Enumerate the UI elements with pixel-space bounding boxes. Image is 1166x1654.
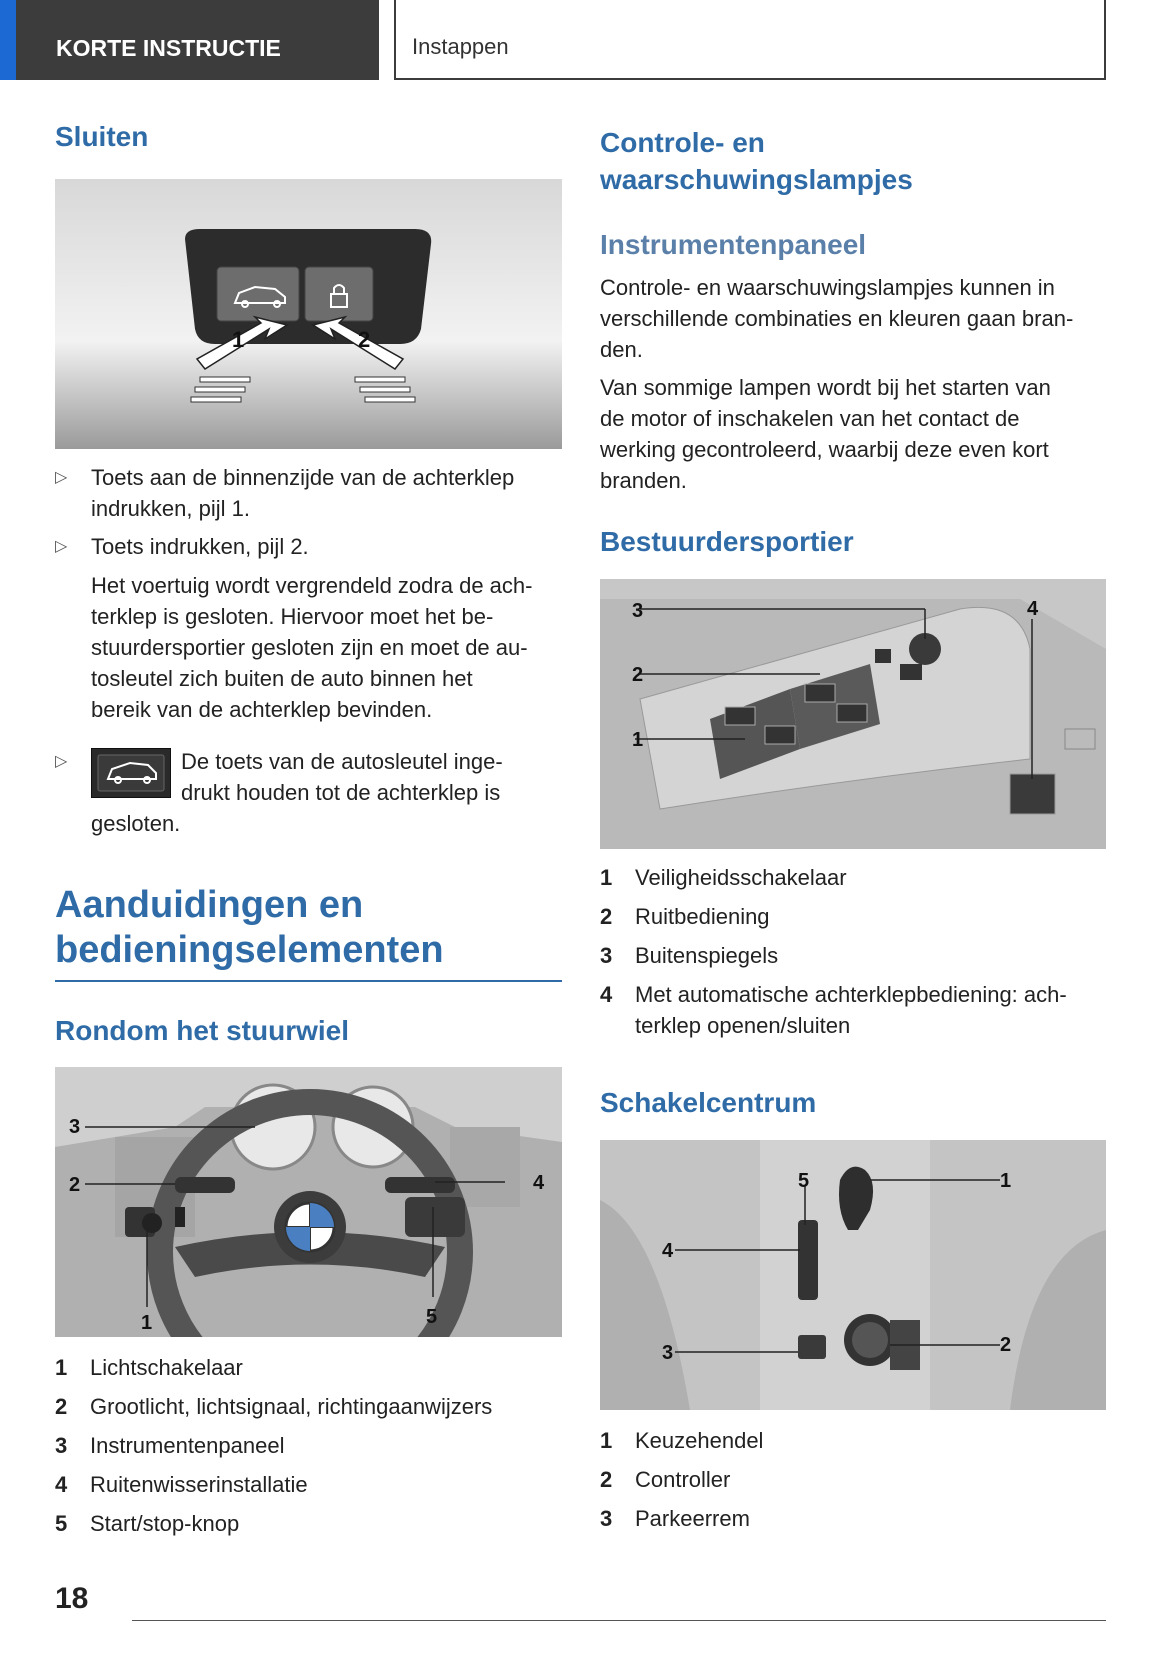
list-item: 1 Lichtschakelaar <box>55 1355 243 1380</box>
sluiten-explanation: Het voertuig wordt vergrendeld zodra de ach- terklep is gesloten. Hiervoor moet het be- stuurdersportier gesloten zijn en moet de au- tosleutel zich buiten de auto binnen het bereik van de achterklep bevinden. <box>91 573 533 722</box>
header-accent-bar <box>0 0 16 80</box>
list-item: 3 Instrumentenpaneel <box>55 1433 285 1458</box>
footer-rule <box>132 1620 1106 1621</box>
steering-wheel-figure <box>55 1067 562 1337</box>
centre-console-heading: Schakelcentrum <box>600 1087 817 1118</box>
wheel-callout-3: 3 <box>69 1116 81 1138</box>
warning-lights-text-1: Controle- en waarschuwingslampjes kunnen in verschillende combinaties en kleuren gaan bran- den. <box>600 275 1074 362</box>
list-item: 4 Met automatische achterklepbediening: ach- terklep openen/sluiten <box>600 982 1067 1038</box>
bullet-triangle-icon: ▷ <box>55 753 68 770</box>
console-callout-3: 3 <box>662 1342 674 1364</box>
door-callout-1: 1 <box>632 729 644 751</box>
list-item: 2 Controller <box>600 1467 731 1492</box>
bullet-triangle-icon: ▷ <box>55 538 68 555</box>
list-item: 1 Veiligheidsschakelaar <box>600 865 847 890</box>
bullet-triangle-icon: ▷ <box>55 469 68 486</box>
list-item: 2 Grootlicht, lichtsignaal, richtingaanwijzers <box>55 1394 493 1419</box>
list-item: 3 Buitenspiegels <box>600 943 779 968</box>
header-section-label: KORTE INSTRUCTIE <box>16 0 379 80</box>
header-chapter-label: Instappen <box>394 0 1106 80</box>
sluiten-heading: Sluiten <box>55 121 149 152</box>
door-callout-2: 2 <box>632 664 644 686</box>
steering-wheel-heading: Rondom het stuurwiel <box>55 1015 349 1046</box>
list-item: 5 Start/stop-knop <box>55 1511 240 1536</box>
door-callout-3: 3 <box>632 600 644 622</box>
page-number: 18 <box>55 1582 89 1615</box>
sluiten-step-3: ▷ De toets van de autosleutel inge- drukt houden tot de achterklep is gesloten. <box>55 746 562 839</box>
list-item: 1 Keuzehendel <box>600 1428 764 1453</box>
sluiten-arrow-label-1: 1 <box>232 327 245 352</box>
sluiten-figure <box>55 179 562 449</box>
driver-door-legend <box>600 862 1110 1049</box>
sluiten-step-1: ▷ Toets aan de binnenzijde van de achterklep indrukken, pijl 1. <box>55 462 562 524</box>
instrument-panel-heading: Instrumentenpaneel <box>600 229 867 260</box>
wheel-callout-5: 5 <box>426 1306 438 1328</box>
sluiten-step-2: ▷ Toets indrukken, pijl 2. <box>55 531 562 562</box>
heading-underline <box>55 980 562 982</box>
key-tailgate-button-icon <box>91 748 171 798</box>
warning-lights-heading: Controle- en waarschuwingslampjes <box>600 127 913 195</box>
list-item: 2 Ruitbediening <box>600 904 770 929</box>
centre-console-figure <box>600 1140 1106 1410</box>
warning-lights-text-2: Van sommige lampen wordt bij het starten van de motor of inschakelen van het contact de werking gecontroleerd, waarbij deze even kort branden. <box>600 375 1051 493</box>
centre-console-legend <box>600 1425 1110 1542</box>
wheel-callout-1: 1 <box>141 1312 153 1334</box>
console-callout-5: 5 <box>798 1170 810 1192</box>
steering-wheel-legend <box>55 1352 562 1547</box>
console-callout-4: 4 <box>662 1240 674 1262</box>
list-item: 4 Ruitenwisserinstallatie <box>55 1472 308 1497</box>
console-callout-1: 1 <box>1000 1170 1012 1192</box>
console-callout-2: 2 <box>1000 1334 1012 1356</box>
list-item: 3 Parkeerrem <box>600 1506 750 1531</box>
driver-door-heading: Bestuurdersportier <box>600 526 854 557</box>
controls-heading: Aanduidingen en bedieningselementen <box>55 884 444 971</box>
wheel-callout-4: 4 <box>533 1172 545 1194</box>
sluiten-arrow-label-2: 2 <box>358 327 371 352</box>
wheel-callout-2: 2 <box>69 1174 81 1196</box>
driver-door-figure <box>600 579 1106 849</box>
door-callout-4: 4 <box>1027 598 1039 620</box>
